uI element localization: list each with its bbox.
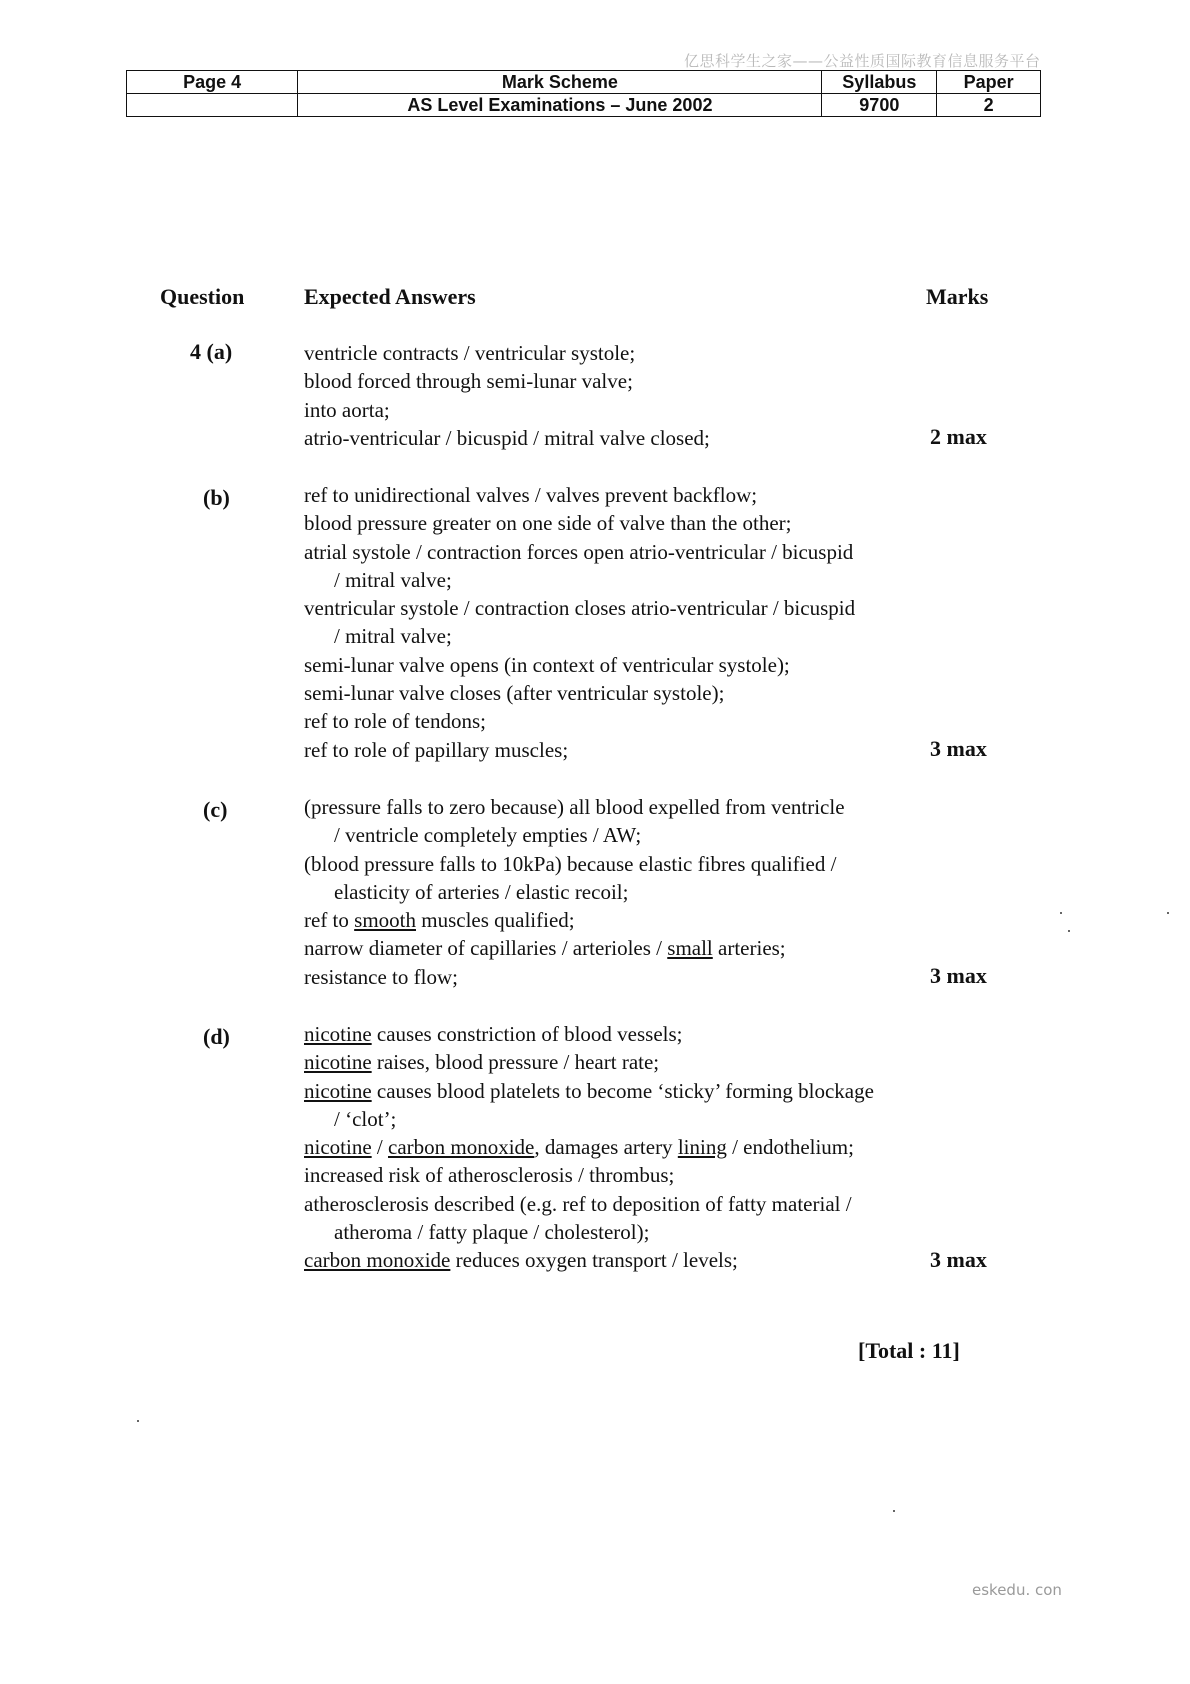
- answer-line: [304, 707, 994, 735]
- underlined-term: nicotine: [304, 1135, 372, 1160]
- scan-speck: [1167, 912, 1169, 914]
- question-label-4d: (d): [203, 1024, 230, 1049]
- footer-watermark: eskedu. con: [972, 1581, 1062, 1599]
- marks-4c: 3 max: [930, 963, 987, 988]
- answer-text: ref to role of tendons;: [304, 709, 486, 734]
- answer-text: /: [371, 1135, 388, 1160]
- marks-4b: 3 max: [930, 736, 987, 761]
- header-page: Page 4: [127, 71, 298, 94]
- answer-text: (blood pressure falls to 10kPa) because elastic fibres qualified /: [304, 851, 837, 876]
- answer-text: atrio-ventricular / bicuspid / mitral valve closed;: [304, 425, 710, 450]
- answer-text: muscles qualified;: [416, 908, 575, 933]
- underlined-term: carbon monoxide: [388, 1135, 535, 1160]
- underlined-term: nicotine: [304, 1078, 372, 1103]
- answer-list-4b: [304, 481, 994, 764]
- question-label-4a: 4 (a): [190, 339, 233, 364]
- answer-text: narrow diameter of capillaries / arterioles /: [304, 936, 668, 961]
- answer-line: [304, 679, 994, 707]
- answer-text: ref to unidirectional valves / valves prevent backflow;: [304, 483, 758, 507]
- answer-text: ref to role of papillary muscles;: [304, 737, 569, 762]
- answer-line: [304, 1218, 994, 1246]
- answer-text: / ventricle completely empties / AW;: [334, 823, 642, 848]
- header-paper-label: Paper: [937, 71, 1041, 94]
- scan-speck: [893, 1510, 895, 1512]
- answer-line: [304, 1161, 994, 1189]
- total-marks: [Total : 11]: [858, 1338, 960, 1363]
- answer-line: [304, 367, 994, 395]
- answer-line: [304, 736, 994, 764]
- answer-text: atheroma / fatty plaque / cholesterol);: [334, 1220, 650, 1245]
- answer-text: increased risk of atherosclerosis / thrombus;: [304, 1163, 675, 1188]
- answer-line: [304, 1133, 994, 1161]
- answer-text: elasticity of arteries / elastic recoil;: [334, 879, 629, 904]
- question-label-4b: (b): [203, 485, 230, 510]
- header-subtitle: AS Level Examinations – June 2002: [298, 94, 822, 117]
- answer-line: [304, 906, 994, 934]
- answer-text: (pressure falls to zero because) all blood expelled from ventricle: [304, 795, 845, 819]
- answer-text: ventricle contracts / ventricular systole;: [304, 341, 636, 365]
- answer-line: [304, 1190, 994, 1218]
- answer-text: raises, blood pressure / heart rate;: [371, 1050, 660, 1075]
- answer-text: , damages artery: [534, 1135, 678, 1160]
- header-syllabus: 9700: [822, 94, 937, 117]
- answer-line: [304, 424, 994, 452]
- answer-text: atrial systole / contraction forces open atrio-ventricular / bicuspid: [304, 539, 854, 564]
- answer-line: [304, 594, 994, 622]
- answer-text: causes blood platelets to become ‘sticky’ forming blockage: [371, 1078, 874, 1103]
- answer-text: blood pressure greater on one side of valve than the other;: [304, 511, 792, 536]
- column-marks: Marks: [926, 284, 989, 309]
- answer-text: / endothelium;: [726, 1135, 854, 1160]
- answer-line: [304, 622, 994, 650]
- answer-line: [304, 1105, 994, 1133]
- answer-line: [304, 934, 994, 962]
- answer-text: resistance to flow;: [304, 964, 458, 989]
- answer-line: [304, 878, 994, 906]
- answer-line: [304, 963, 994, 991]
- header-title: Mark Scheme: [298, 71, 822, 94]
- underlined-term: nicotine: [304, 1022, 372, 1046]
- header-table: [126, 70, 1041, 117]
- scan-speck: [1068, 930, 1070, 932]
- answer-text: into aorta;: [304, 397, 390, 422]
- marks-4a: 2 max: [930, 424, 987, 449]
- watermark-top: 亿思科学生之家——公益性质国际教育信息服务平台: [684, 52, 1041, 70]
- answer-line: [304, 509, 994, 537]
- answer-text: / ‘clot’;: [334, 1106, 397, 1131]
- header-paper: 2: [937, 94, 1041, 117]
- header-syllabus-label: Syllabus: [822, 71, 937, 94]
- answer-line: [304, 793, 994, 821]
- column-question: Question: [160, 284, 245, 309]
- answer-line: [304, 821, 994, 849]
- answer-line: [304, 481, 994, 509]
- scan-speck: [137, 1420, 139, 1422]
- answer-line: [304, 538, 994, 566]
- answer-text: arteries;: [712, 936, 786, 961]
- answer-list-4a: [304, 339, 994, 452]
- answer-line: [304, 651, 994, 679]
- header-empty-cell: [127, 94, 298, 117]
- marks-4d: 3 max: [930, 1247, 987, 1272]
- answer-text: causes constriction of blood vessels;: [371, 1022, 683, 1046]
- underlined-term: smooth: [354, 908, 416, 933]
- answer-text: blood forced through semi-lunar valve;: [304, 369, 633, 394]
- answer-text: ref to: [304, 908, 355, 933]
- answer-text: semi-lunar valve closes (after ventricular systole);: [304, 681, 725, 706]
- underlined-term: small: [667, 936, 713, 961]
- answer-line: [304, 1048, 994, 1076]
- underlined-term: lining: [677, 1135, 727, 1160]
- question-label-4c: (c): [203, 797, 228, 822]
- answer-text: reduces oxygen transport / levels;: [450, 1248, 738, 1273]
- answer-line: [304, 566, 994, 594]
- answer-text: semi-lunar valve opens (in context of ventricular systole);: [304, 652, 790, 677]
- answer-line: [304, 850, 994, 878]
- scan-speck: [1060, 912, 1062, 914]
- answer-line: [304, 1020, 994, 1048]
- answer-line: [304, 1077, 994, 1105]
- answer-line: [304, 396, 994, 424]
- answer-text: / mitral valve;: [334, 567, 452, 592]
- column-answers: Expected Answers: [304, 284, 476, 309]
- answer-text: ventricular systole / contraction closes atrio-ventricular / bicuspid: [304, 596, 856, 621]
- answer-list-4d: [304, 1020, 994, 1275]
- underlined-term: nicotine: [304, 1050, 372, 1075]
- answer-line: [304, 1246, 994, 1274]
- answer-text: / mitral valve;: [334, 624, 452, 649]
- underlined-term: carbon monoxide: [304, 1248, 451, 1273]
- answer-list-4c: [304, 793, 994, 991]
- answer-line: [304, 339, 994, 367]
- answer-text: atherosclerosis described (e.g. ref to deposition of fatty material /: [304, 1191, 852, 1216]
